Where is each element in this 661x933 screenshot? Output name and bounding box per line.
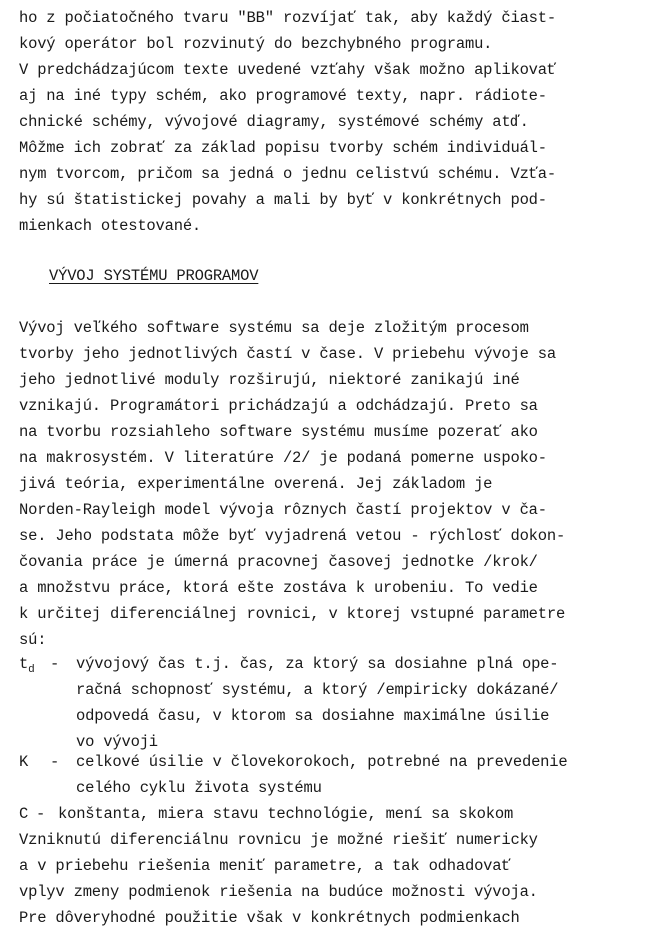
text-line: na tvorbu rozsiahleho software systému musíme pozerať ako xyxy=(19,423,538,441)
text-line: jivá teória, experimentálne overená. Jej základom je xyxy=(19,475,493,493)
definition-symbol: C xyxy=(19,805,29,823)
definition-symbol: K xyxy=(19,753,29,771)
definition-line: odpovedá času, v ktorom sa dosiahne maximálne úsilie xyxy=(76,707,550,725)
text-line: k určitej diferenciálnej rovnici, v ktorej vstupné parametre xyxy=(19,605,566,623)
symbol-subscript: d xyxy=(28,664,35,676)
definition-line: račná schopnosť systému, a ktorý /empiricky dokázané/ xyxy=(76,681,559,699)
text-line: se. Jeho podstata môže byť vyjadrená vetou - rýchlosť dokon- xyxy=(19,527,566,545)
text-line: mienkach otestované. xyxy=(19,217,202,235)
text-line: nym tvorcom, pričom sa jedná o jednu celistvú schému. Vzťa- xyxy=(19,165,556,183)
definition-line: konštanta, miera stavu technológie, mení sa skokom xyxy=(58,805,514,823)
text-line: Norden-Rayleigh model vývoja rôznych častí projektov v ča- xyxy=(19,501,547,519)
text-line: sú: xyxy=(19,631,47,649)
definition-line: celého cyklu života systému xyxy=(76,779,322,797)
definition-dash: - xyxy=(50,655,60,673)
definition-dash: - xyxy=(50,753,60,771)
definition-dash: - xyxy=(36,805,46,823)
text-line: čovania práce je úmerná pracovnej časovej jednotke /krok/ xyxy=(19,553,538,571)
text-line: tvorby jeho jednotlivých častí v čase. V priebehu vývoje sa xyxy=(19,345,556,363)
text-line: kový operátor bol rozvinutý do bezchybného programu. xyxy=(19,35,493,53)
text-line: hy sú štatistickej povahy a mali by byť v konkrétnych pod- xyxy=(19,191,547,209)
text-line: a v priebehu riešenia meniť parametre, a tak odhadovať xyxy=(19,857,511,875)
text-line: Pre dôveryhodné použitie však v konkrétnych podmienkach xyxy=(19,909,520,927)
text-line: aj na iné typy schém, ako programové texty, napr. rádiote- xyxy=(19,87,547,105)
definition-line: vo vývoji xyxy=(76,733,158,751)
text-line: Môžme ich zobrať za základ popisu tvorby schém individuál- xyxy=(19,139,547,157)
text-line: na makrosystém. V literatúre /2/ je podaná pomerne uspoko- xyxy=(19,449,547,467)
text-line: V predchádzajúcom texte uvedené vzťahy však možno aplikovať xyxy=(19,61,556,79)
text-line: ho z počiatočného tvaru "BB" rozvíjať tak, aby každý čiast- xyxy=(19,9,556,27)
text-line: vznikajú. Programátori prichádzajú a odchádzajú. Preto sa xyxy=(19,397,538,415)
definition-symbol xyxy=(19,654,35,680)
text-line: jeho jednotlivé moduly rozširujú, niektoré zanikajú iné xyxy=(19,371,520,389)
section-heading: VÝVOJ SYSTÉMU PROGRAMOV xyxy=(49,267,259,285)
text-line: chnické schémy, vývojové diagramy, systémové schémy atď. xyxy=(19,113,529,131)
text-line: vplyv zmeny podmienok riešenia na budúce možnosti vývoja. xyxy=(19,883,538,901)
symbol-letter: t xyxy=(19,655,29,673)
text-line: a množstvu práce, ktorá ešte zostáva k urobeniu. To vedie xyxy=(19,579,538,597)
definition-line: vývojový čas t.j. čas, za ktorý sa dosiahne plná ope- xyxy=(76,655,559,673)
definition-line: celkové úsilie v človekorokoch, potrebné na prevedenie xyxy=(76,753,568,771)
text-line: Vzniknutú diferenciálnu rovnicu je možné riešiť numericky xyxy=(19,831,538,849)
text-line: Vývoj veľkého software systému sa deje zložitým procesom xyxy=(19,319,529,337)
